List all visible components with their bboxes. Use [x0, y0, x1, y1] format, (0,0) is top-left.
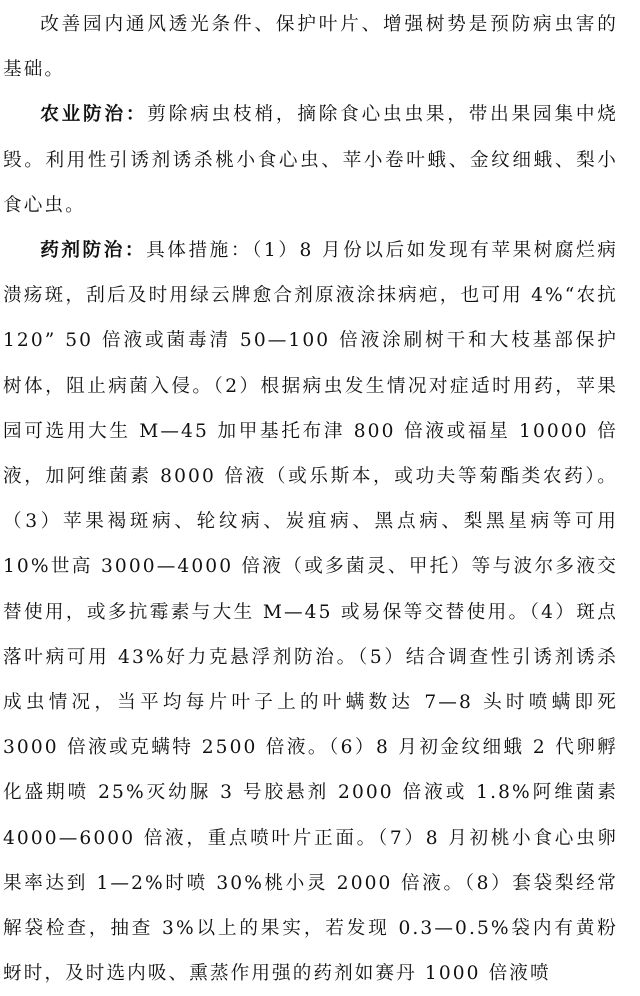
agriculture-text: 剪除病虫枝梢，摘除食心虫虫果，带出果园集中烧毁。利用性引诱剂诱杀桃小食心虫、苹小卷叶蛾、金纹细蛾、梨小食心虫。 — [3, 104, 618, 216]
intro-text: 改善园内通风透光条件、保护叶片、增强树势是预防病虫害的基础。 — [3, 14, 618, 81]
chemical-heading: 药剂防治： — [40, 240, 147, 262]
chemical-text: 具体措施：（1）8 月份以后如发现有苹果树腐烂病溃疡斑，刮后及时用绿云牌愈合剂原液涂抹病疤，也可用 4%“农抗 120” 50 倍液或菌毒清 50—100 倍液涂刷树干和大枝基部保护树体，阻止病菌入侵。（2）根据病虫发生情况对症适时用药，苹果园可选用大生 M—45 加甲基托布津 800 倍液或福星 10000 倍液，加阿维菌素 8000 倍液（或乐斯本，或功夫等菊酯类农药）。（3）苹果褐斑病、轮纹病、炭疽病、黑点病、梨黑星病等可用 10%世高 3000—4000 倍液（或多菌灵、甲托）等与波尔多液交替使用，或多抗霉素与大生 M—45 或易保等交替使用。（4）斑点落叶病可用 43%好力克悬浮剂防治。（5）结合调查性引诱剂诱杀成虫情况，当平均每片叶子上的叶螨数达 7—8 头时喷螨即死 3000 倍液或克螨特 2500 倍液。（6）8 月初金纹细蛾 2 代卵孵化盛期喷 25%灭幼脲 3 号胶悬剂 2000 倍液或 1.8%阿维菌素 4000—6000 倍液，重点喷叶片正面。（7）8 月初桃小食心虫卵果率达到 1—2%时喷 30%桃小灵 2000 倍液。（8）套袋梨经常解袋检查，抽查 3%以上的果实，若发现 0.3—0.5%袋内有黄粉蚜时，及时选内吸、熏蒸作用强的药剂如赛丹 1000 倍液喷 — [3, 240, 618, 985]
agriculture-paragraph — [3, 92, 618, 228]
chemical-paragraph — [3, 228, 618, 996]
intro-paragraph — [3, 2, 618, 92]
agriculture-heading: 农业防治： — [40, 104, 148, 126]
